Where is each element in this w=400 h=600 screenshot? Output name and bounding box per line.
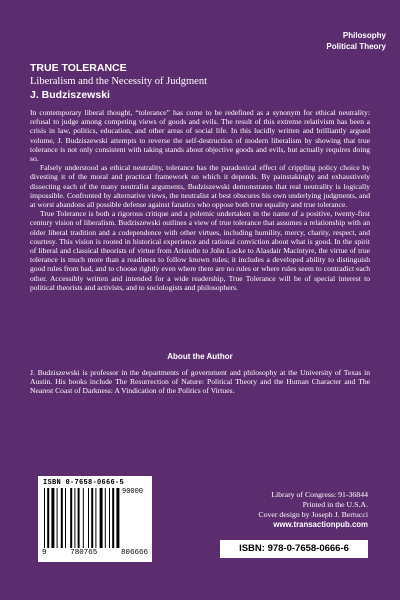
about-author-paragraph: J. Budziszewski is professor in the departments of government and philosophy at the University of Texas in Austin. His books include The Resurrection of Nature: Political Theory and the Human Character and The Nearest Coast of Darkness: A Vindication of the Politics of Virtues. <box>30 368 370 396</box>
about-author-text <box>30 368 370 396</box>
barcode-bar <box>57 488 58 548</box>
publisher-info <box>258 490 368 530</box>
barcode-bar <box>44 488 45 548</box>
barcode-bar <box>88 488 89 548</box>
isbn13-box: ISBN: 978-0-7658-0666-6 <box>220 540 368 558</box>
barcode-bar <box>51 488 54 548</box>
description-paragraph-3: True Tolerance is both a rigorous critique and a polemic undertaken in the name of a positive, twenty-first century vision of liberalism. Budziszewski outlines a view of true tolerance that assumes a relationship with an older liberal tradition and a codependence with other virtues, including humility, mercy, charity, respect, and courtesy. This vision is rooted in historical experience and rational conviction about what is good. In the spirit of liberal and classical theorists of virtue from Aristotle to John Locke to Alasdair Macintyre, the virtue of true tolerance is much more than a readiness to follow known rules; it includes a developed ability to distinguish good rules from bad, and to choose rightly even where there are no rules or where rules seem to contradict each other. Accessibly written and intended for a wide readership, True Tolerance will be of special interest to political theorists and activists, and to sociologists and philosophers. <box>30 209 370 292</box>
cover-credit: Cover design by Joseph J. Bertucci <box>258 510 368 519</box>
barcode-bars <box>42 488 120 550</box>
barcode-bar <box>112 488 114 548</box>
barcode-bar <box>100 488 103 548</box>
barcode-bar <box>65 488 66 548</box>
barcode-bar <box>47 488 49 548</box>
description-paragraph-2: Falsely understood as ethical neutrality, tolerance has the paradoxical effect of crippling policy choice by divesting it of the moral and practical framework on which it depends. By painstakingly and exhaustively dissecting each of the many neutralist arguments, Budziszewski demonstrates that real neutrality is logically impossible. Confronted by alternative views, the neutralist at best obscures his own underlying judgments, and at worst abandons all possible defense against fanatics who oppose both true equality and true tolerance. <box>30 163 370 210</box>
barcode-bar <box>61 488 63 548</box>
barcode-bar <box>116 488 119 548</box>
barcode-bar <box>95 488 96 548</box>
barcode-digit-right: 806666 <box>120 549 148 557</box>
barcode-bar <box>70 488 72 548</box>
barcode-bar <box>91 488 93 548</box>
barcode-bar <box>83 488 84 548</box>
book-subtitle: Liberalism and the Necessity of Judgment <box>30 76 207 87</box>
publisher-website: www.transactionpub.com <box>273 520 368 529</box>
barcode-digits <box>42 549 148 557</box>
barcode-isbn-label: ISBN 0-7658-0666-5 <box>43 479 125 487</box>
barcode-bar <box>78 488 80 548</box>
lccn: Library of Congress: 91-36844 <box>271 490 368 499</box>
barcode <box>38 476 152 562</box>
book-header <box>30 62 370 102</box>
book-author: J. Budziszewski <box>30 89 110 101</box>
book-description <box>30 108 370 292</box>
barcode-digit-left: 780765 <box>70 549 98 557</box>
category-line-1: Philosophy <box>342 31 386 40</box>
category-label <box>326 30 386 52</box>
printed-in: Printed in the U.S.A. <box>302 500 368 509</box>
barcode-bar <box>109 488 110 548</box>
barcode-bar <box>105 488 106 548</box>
category-line-2: Political Theory <box>326 42 386 51</box>
barcode-bar <box>74 488 75 548</box>
book-title: TRUE TOLERANCE <box>30 62 127 74</box>
barcode-digit-lead: 9 <box>42 549 47 557</box>
about-author-heading: About the Author <box>167 352 233 361</box>
description-paragraph-1: In contemporary liberal thought, “tolerance” has come to be redefined as a synonym for ethical neutrality: refusal to judge among competing views of goods and evils. The result of this extreme relativism has been a crisis in law, politics, education, and other areas of social life. In this lucidly written and brilliantly argued volume, J. Budziszewski attempts to reverse the self-destruction of modern liberalism by showing that true tolerance is not only consistent with taking stands about objective goods and evils, but actually requires doing so. <box>30 108 370 164</box>
barcode-addon: 90000 <box>122 488 144 496</box>
